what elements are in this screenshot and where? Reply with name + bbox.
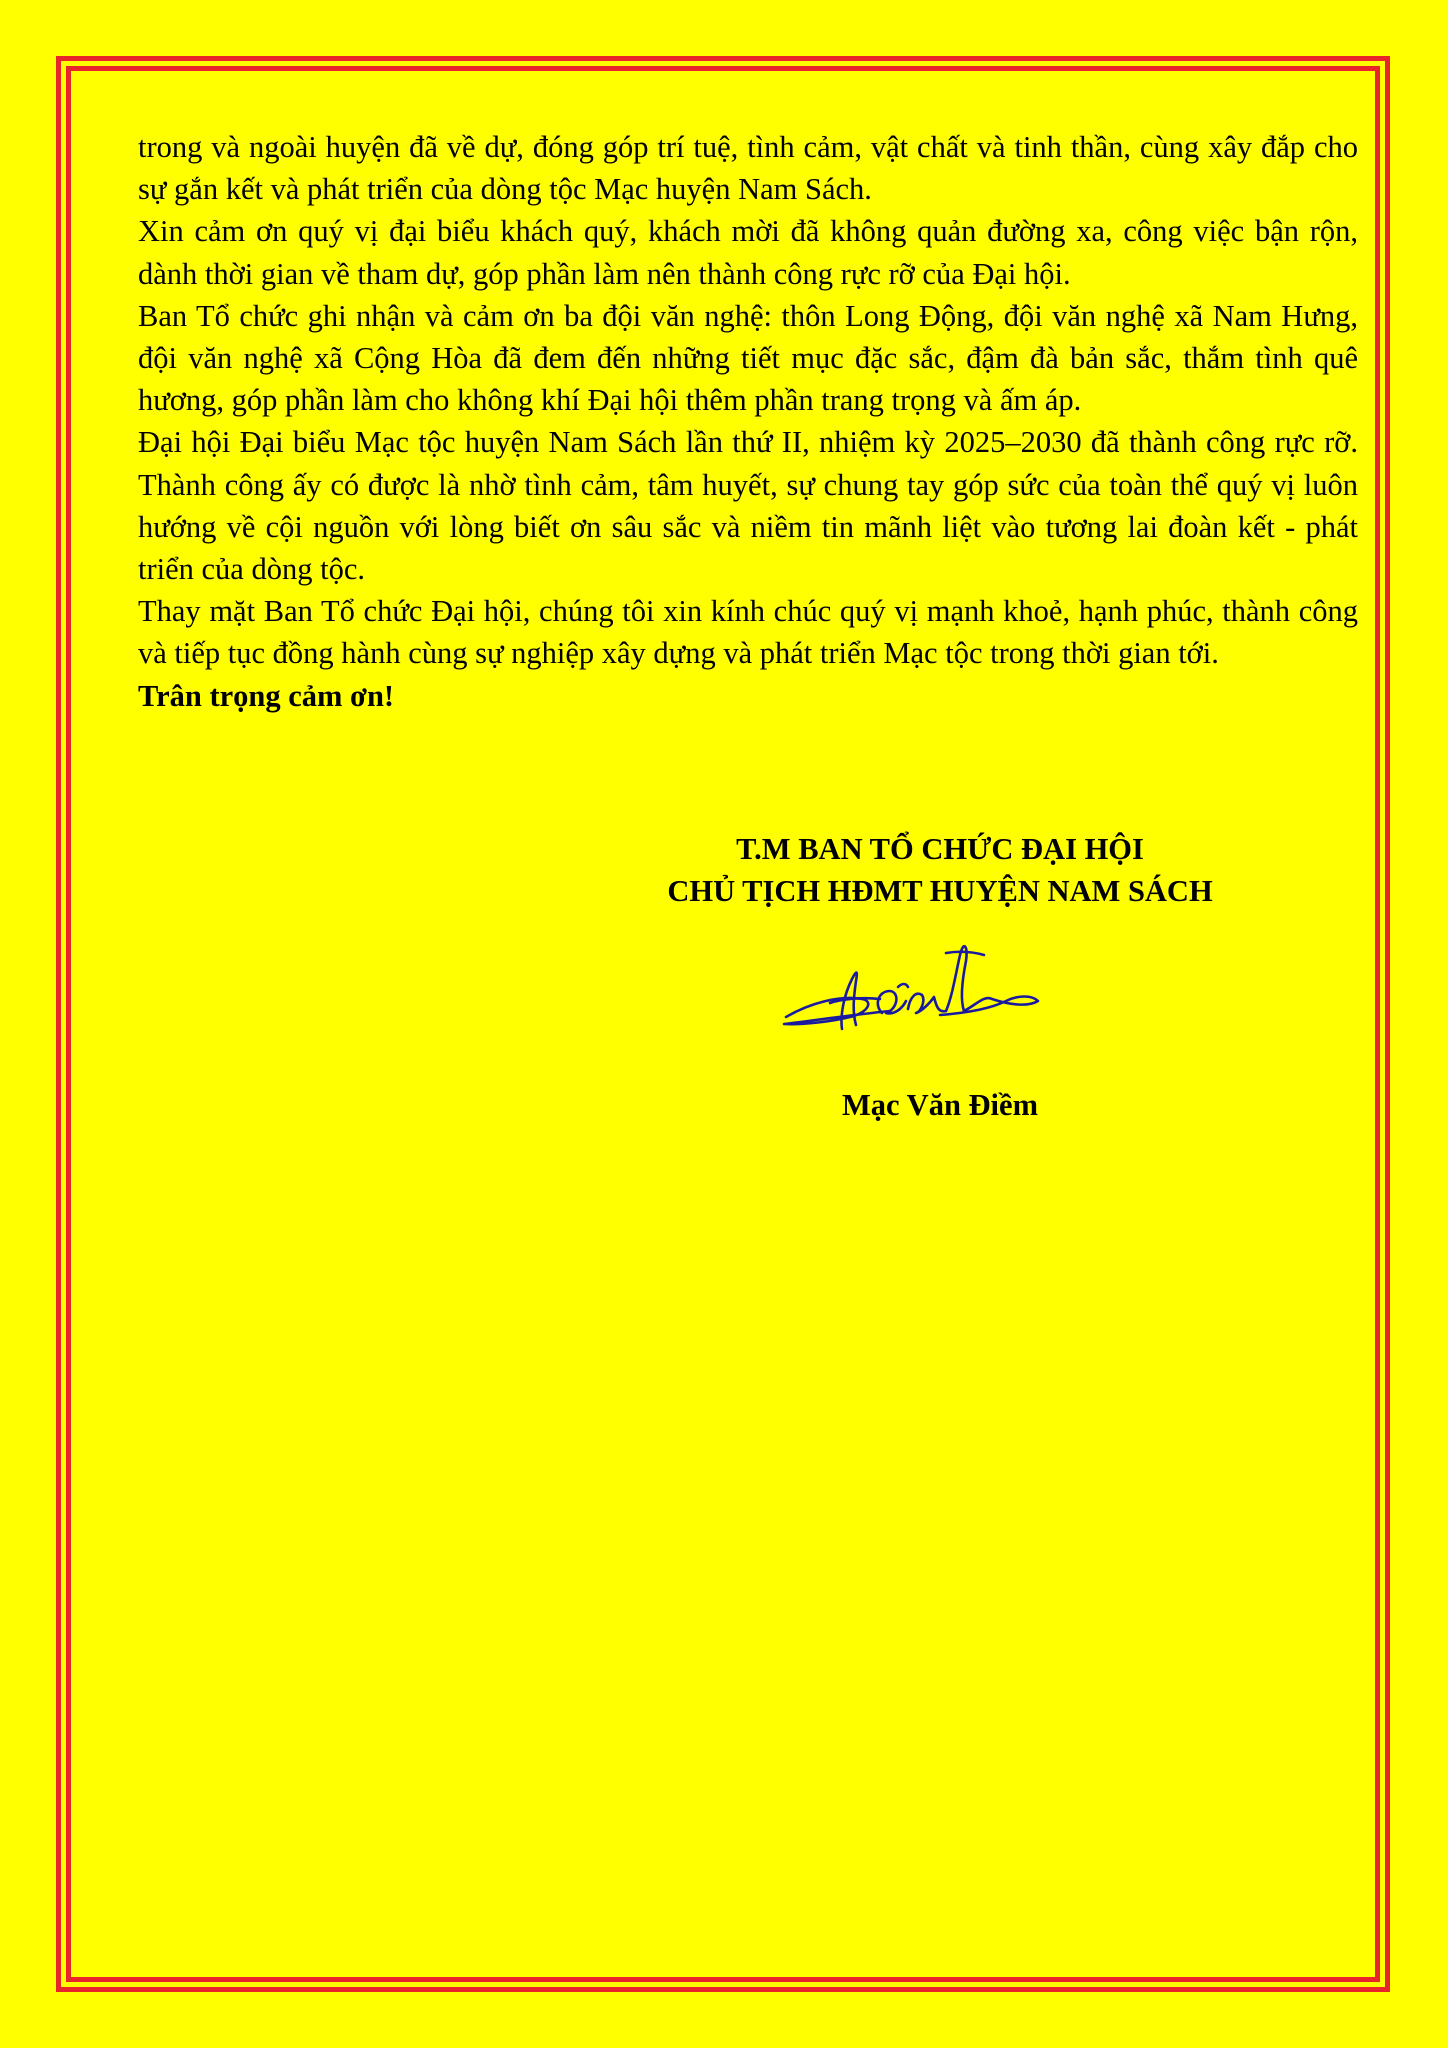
signer-name: Mạc Văn Điềm	[842, 1088, 1038, 1122]
signature-title-line-1: T.M BAN TỔ CHỨC ĐẠI HỘI	[736, 832, 1144, 866]
closing-line: Trân trọng cảm ơn!	[138, 678, 395, 713]
paragraph-contributions: trong và ngoài huyện đã về dự, đóng góp trí tuệ, tình cảm, vật chất và tinh thần, cùng xây đắp cho sự gắn kết và phát triển của dòng tộc Mạc huyện Nam Sách.	[138, 130, 1358, 207]
paragraph-thanks-guests: Xin cảm ơn quý vị đại biểu khách quý, khách mời đã không quản đường xa, công việc bận rộn, dành thời gian về tham dự, góp phần làm nên thành công rực rỡ của Đại hội.	[138, 214, 1358, 291]
paragraph-congress-success: Đại hội Đại biểu Mạc tộc huyện Nam Sách lần thứ II, nhiệm kỳ 2025–2030 đã thành công rực rỡ. Thành công ấy có được là nhờ tình cảm, tâm huyết, sự chung tay góp sức của toàn thể quý vị luôn hướng về cội nguồn với lòng biết ơn sâu sắc và niềm tin mãnh liệt vào tương lai đoàn kết - phát triển của dòng tộc.	[138, 425, 1358, 587]
signature-title-block	[590, 828, 1290, 912]
handwritten-signature	[770, 925, 1050, 1045]
letter-body	[138, 126, 1358, 717]
paragraph-thanks-art-troupes: Ban Tổ chức ghi nhận và cảm ơn ba đội văn nghệ: thôn Long Động, đội văn nghệ xã Nam Hưng, đội văn nghệ xã Cộng Hòa đã đem đến những tiết mục đặc sắc, đậm đà bản sắc, thắm tình quê hương, góp phần làm cho không khí Đại hội thêm phần trang trọng và ấm áp.	[138, 298, 1358, 418]
signature-title-line-2: CHỦ TỊCH HĐMT HUYỆN NAM SÁCH	[667, 874, 1213, 908]
paragraph-wishes: Thay mặt Ban Tổ chức Đại hội, chúng tôi xin kính chúc quý vị mạnh khoẻ, hạnh phúc, thành công và tiếp tục đồng hành cùng sự nghiệp xây dựng và phát triển Mạc tộc trong thời gian tới.	[138, 594, 1358, 671]
